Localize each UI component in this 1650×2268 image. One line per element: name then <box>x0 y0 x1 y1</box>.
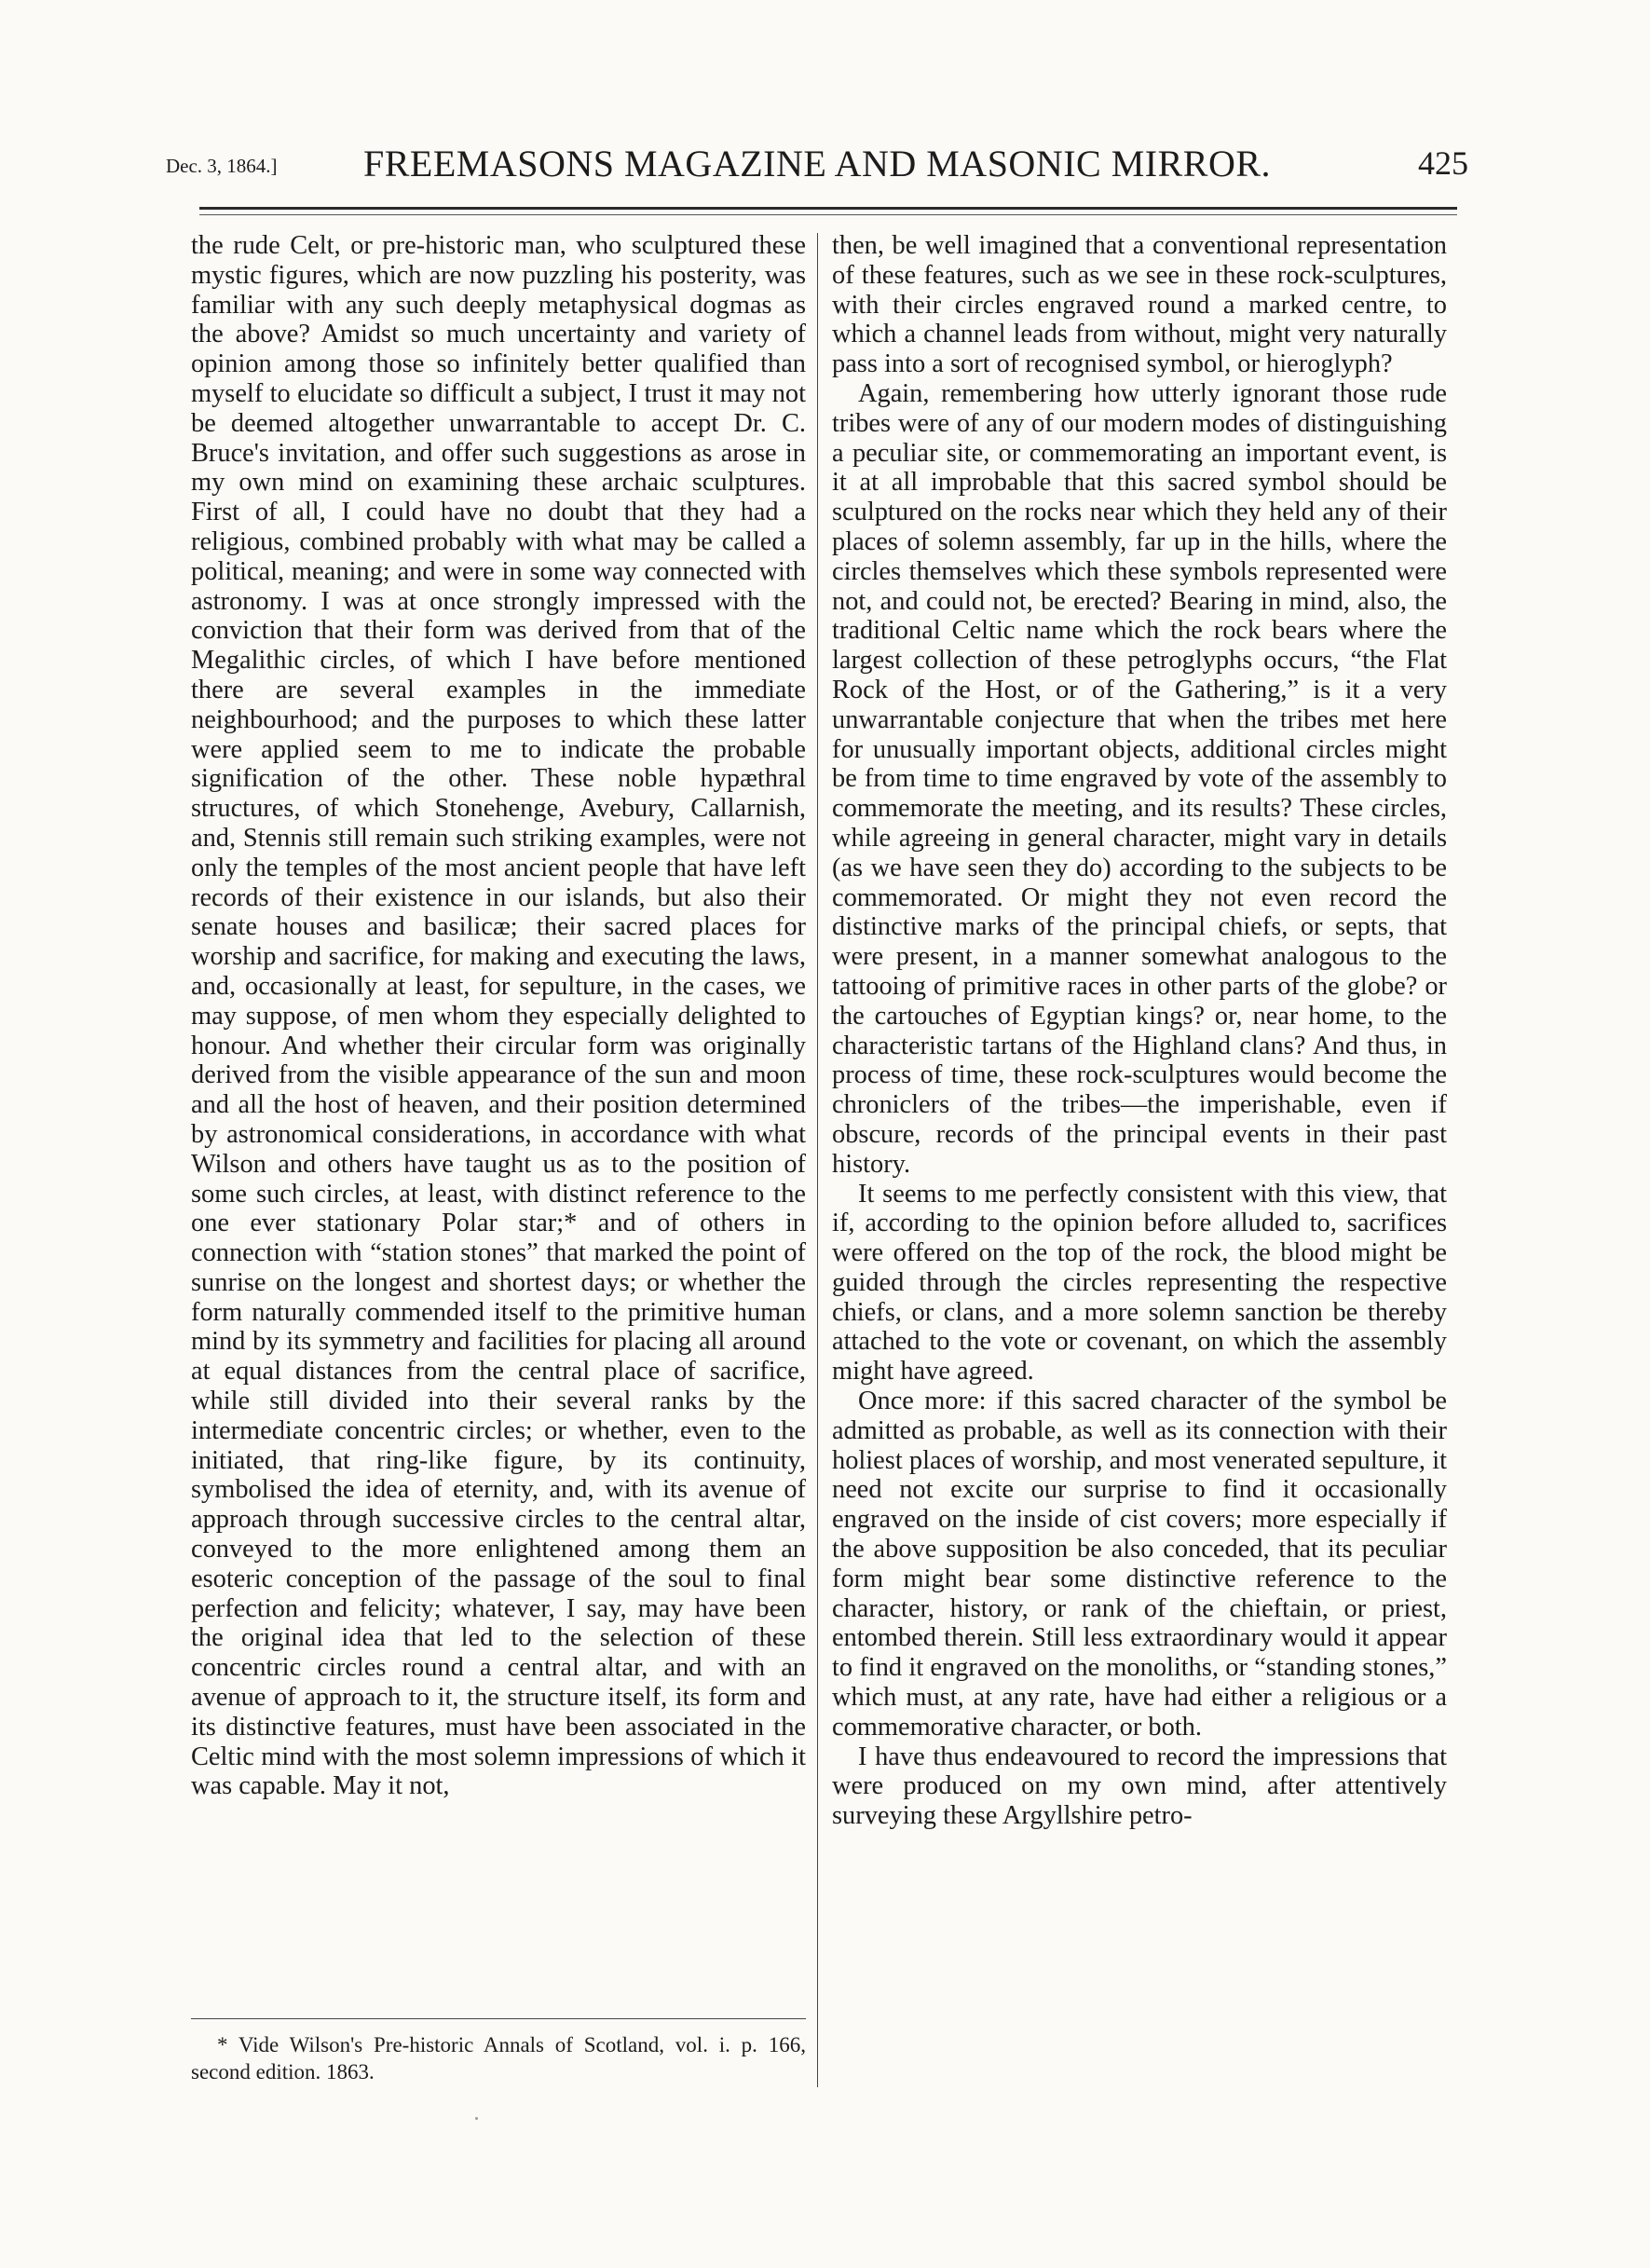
left-paragraph-1: the rude Celt, or pre-historic man, who sculptured these mystic figures, which are now puzzling his posterity, was familiar with any such deeply metaphysical dogmas as the above? Amidst so much uncertainty and variety of opinion among those so infinitely better qualified than myself to elucidate so difficult a subject, I trust it may not be deemed altogether unwarrantable to accept Dr. C. Bruce's invitation, and offer such suggestions as arose in my own mind on examining these archaic sculptures. First of all, I could have no doubt that they had a religious, combined probably with what may be called a political, meaning; and were in some way connected with astronomy. I was at once strongly impressed with the conviction that their form was derived from that of the Megalithic circles, of which I have before mentioned there are several examples in the immediate neighbourhood; and the purposes to which these latter were applied seem to me to indicate the probable signification of the other. These noble hypæthral structures, of which Stonehenge, Avebury, Callarnish, and, Stennis still remain such striking examples, were not only the temples of the most ancient people that have left records of their existence in our islands, but also their senate houses and basilicæ; their sacred places for worship and sacrifice, for making and executing the laws, and, occasionally at least, for sepulture, in the cases, we may suppose, of men whom they especially delighted to honour. And whether their circular form was originally derived from the visible appearance of the sun and moon and all the host of heaven, and their position determined by astronomical considerations, in accordance with what Wilson and others have taught us as to the position of some such circles, at least, with distinct reference to the one ever stationary Polar star;* and of others in connection with “station stones” that marked the point of sunrise on the longest and shortest days; or whether the form naturally commended itself to the primitive human mind by its symmetry and facilities for placing all around at equal distances from the central place of sacrifice, while still divided into their several ranks by the intermediate concentric circles; or whether, even to the initiated, that ring-like figure, by its continuity, symbolised the idea of eternity, and, with its avenue of approach through successive circles to the central altar, conveyed to the more enlightened among them an esoteric conception of the passage of the soul to final perfection and felicity; whatever, I say, may have been the original idea that led to the selection of these concentric circles round a central altar, and with an avenue of approach to it, the structure itself, its form and its distinctive features, must have been associated in the Celtic mind with the most solemn impressions of which it was capable. May it not, <box>191 231 806 1801</box>
header-rule-thin <box>199 214 1457 215</box>
right-paragraph-5: I have thus endeavoured to record the impressions that were produced on my own mind, after attentively surveying these Argyllshire petro- <box>832 1742 1447 1831</box>
right-paragraph-4: Once more: if this sacred character of the symbol be admitted as probable, as well as its connection with their holiest places of worship, and most venerated sepulture, it need not excite our surprise to find it occasionally engraved on the inside of cist covers; more especially if the above supposition be also conceded, that its peculiar form might bear some distinctive reference to the character, history, or rank of the chieftain, or priest, entombed therein. Still less extraordinary would it appear to find it engraved on the monoliths, or “standing stones,” which must, at any rate, have had either a religious or a commemorative character, or both. <box>832 1387 1447 1742</box>
page-number: 425 <box>1418 144 1468 182</box>
right-paragraph-2: Again, remembering how utterly ignorant those rude tribes were of any of our modern modes of distinguishing a peculiar site, or commemorating an important event, is it at all improbable that this sacred symbol should be sculptured on the rocks near which they held any of their places of solemn assembly, far up in the hills, where the circles themselves which these symbols represented were not, and could not, be erected? Bearing in mind, also, the traditional Celtic name which the rock bears where the largest collection of these petroglyphs occurs, “the Flat Rock of the Host, or of the Gathering,” is it a very unwarrantable conjecture that when the tribes met here for unusually important objects, additional circles might be from time to time engraved by vote of the assembly to commemorate the meeting, and its results? These circles, while agreeing in general character, might vary in details (as we have seen they do) according to the subjects to be commemorated. Or might they not even record the distinctive marks of the principal chiefs, or septs, that were present, in a manner somewhat analogous to the tattooing of primitive races in other parts of the globe? or the cartouches of Egyptian kings? or, near home, to the characteristic tartans of the Highland clans? And thus, in process of time, these rock-sculptures would become the chroniclers of the tribes—the imperishable, even if obscure, records of the principal events in their past history. <box>832 378 1447 1179</box>
left-column <box>191 231 806 1801</box>
footnote-text: * Vide Wilson's Pre-historic Annals of Scotland, vol. i. p. 166, second edition. 1863. <box>191 2033 806 2084</box>
print-speck <box>475 2117 478 2120</box>
header-rule-thick <box>199 207 1457 210</box>
right-paragraph-3: It seems to me perfectly consistent with this view, that if, according to the opinion before alluded to, sacrifices were offered on the top of the rock, the blood might be guided through the circles representing the respective chiefs, or clans, and a more solemn sanction be thereby attached to the vote or covenant, on which the assembly might have agreed. <box>832 1179 1447 1387</box>
right-paragraph-1: then, be well imagined that a conventional representation of these features, such as we see in these rock-sculptures, with their circles engraved round a marked centre, to which a channel leads from without, might very naturally pass into a sort of recognised symbol, or hieroglyph? <box>832 231 1447 379</box>
footnote <box>191 2031 806 2085</box>
footnote-rule <box>191 2018 806 2019</box>
column-divider <box>817 233 818 2087</box>
issue-date: Dec. 3, 1864.] <box>166 155 278 177</box>
page-header <box>166 142 1468 188</box>
publication-title: FREEMASONS MAGAZINE AND MASONIC MIRROR. <box>362 143 1272 184</box>
right-column <box>832 231 1447 1831</box>
